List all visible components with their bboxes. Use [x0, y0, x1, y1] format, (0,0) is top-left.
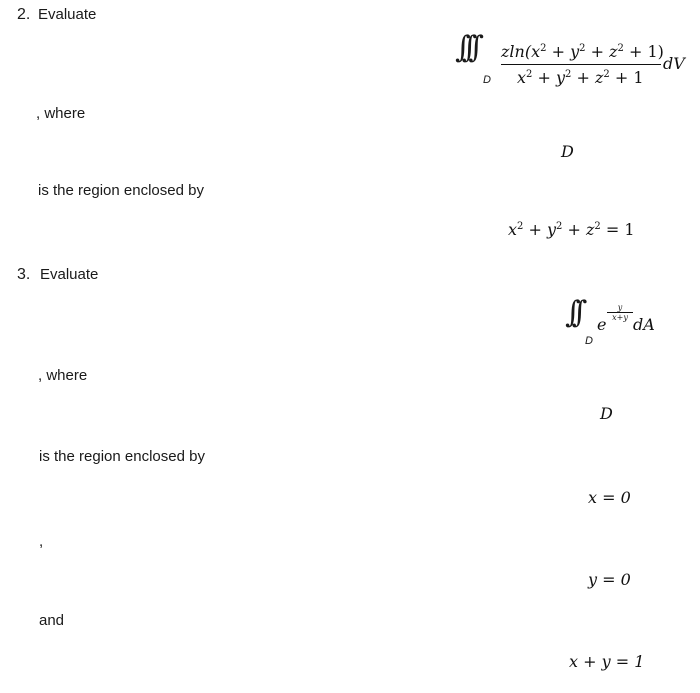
problem-3-label: Evaluate — [40, 266, 99, 283]
boundary-equation-x-plus-y: x + y = 1 — [569, 652, 645, 671]
integral-differential: dA — [633, 315, 655, 334]
boundary-equation-y-zero: y = 0 — [588, 570, 631, 589]
integral-base: e — [597, 315, 607, 334]
double-integral-sign-icon: ∫∫ — [565, 295, 579, 330]
integral-region-subscript: D — [585, 335, 593, 347]
integral-fraction-bar — [501, 64, 661, 65]
integral-numerator: $zln(x^2 + y^2 + z^2 + 1)$ — [501, 42, 664, 61]
integral-differential: dV — [663, 54, 685, 73]
problem-2-sphere-equation: $x^2 + y^2 + z^2 = 1$ — [508, 220, 635, 239]
problem-2-region-symbol: D — [561, 142, 574, 161]
problem-3-where: , where — [38, 367, 88, 384]
integral-exponent: y x+y — [607, 303, 633, 322]
problem-2-where: , where — [36, 105, 86, 122]
problem-3-enclosed-by: is the region enclosed by — [39, 448, 205, 465]
problem-2-number: 2. — [17, 6, 31, 23]
problem-2-triple-integral — [455, 30, 695, 90]
problem-2-label: Evaluate — [38, 6, 97, 23]
problem-3-comma: , — [39, 533, 44, 550]
integral-region-subscript: D — [483, 74, 491, 86]
integral-denominator: $x^2 + y^2 + z^2 + 1$ — [517, 68, 644, 87]
problem-3-region-symbol: D — [600, 404, 613, 423]
problem-3-double-integral — [565, 295, 665, 349]
problem-3-number: 3. — [17, 266, 31, 283]
problem-2-enclosed-by: is the region enclosed by — [38, 182, 204, 199]
boundary-equation-x-zero: x = 0 — [588, 488, 631, 507]
triple-integral-sign-icon: ∫∫∫ — [455, 30, 475, 65]
problem-3-and: and — [39, 612, 65, 629]
